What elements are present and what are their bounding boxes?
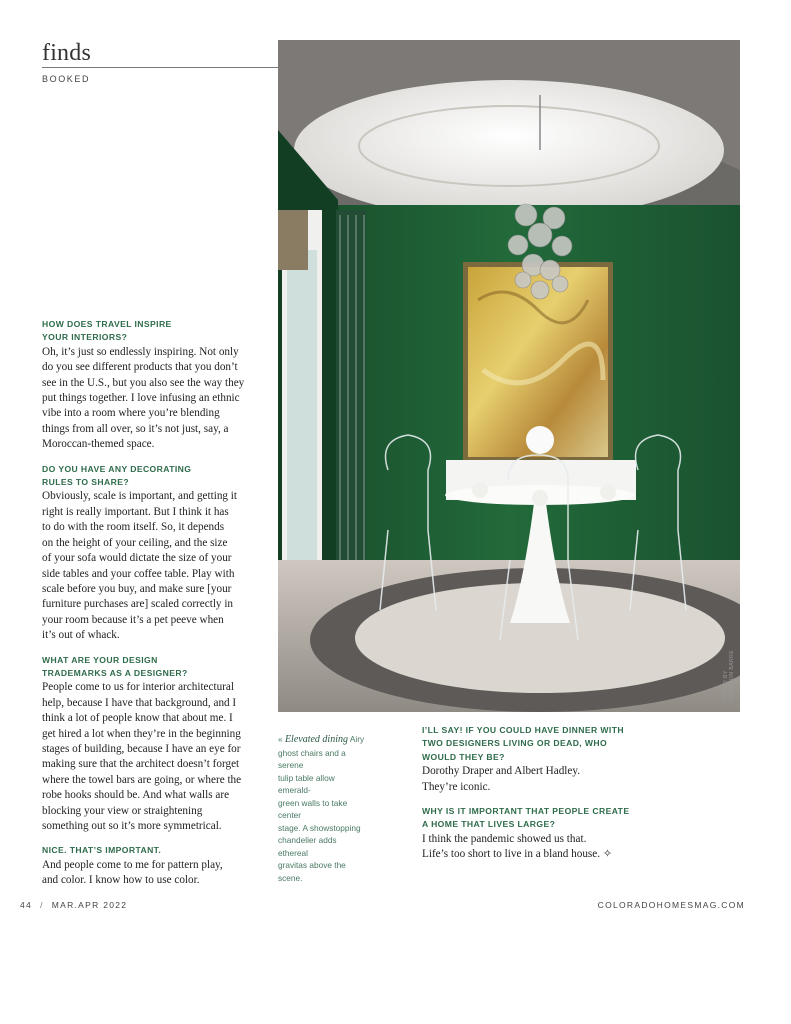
answer-trademarks: People come to us for interior architectural help, because I have that background, and I think a lot of people know that about me. I get hired a lot when they’re in the beginning stages of building, because I have an eye for making sure that the architect doesn’t forget where the towel bars are going, or where the robe hooks should be. And what walls are blocking your view or straightening something out so it’s more symmetrical.: [42, 681, 242, 832]
section-title: finds: [42, 40, 91, 66]
question-important: NICE. THAT’S IMPORTANT.: [42, 845, 162, 856]
photo-caption: « Elevated dining Airy ghost chairs and a serene tulip table allow emerald- green walls to take center stage. A showstopping chandelier adds ethereal gravitas above the scene.: [278, 734, 365, 883]
caption-title: Elevated dining: [284, 734, 348, 745]
section-rule: [42, 67, 278, 68]
left-column: [42, 318, 270, 899]
issue-date: MAR.APR 2022: [51, 900, 128, 910]
qa-block-rules: [42, 463, 270, 644]
page-number: 44: [20, 900, 33, 910]
section-subtitle: BOOKED: [42, 74, 91, 84]
photo-credit: PHOTO BY BRANDON BARRE: [723, 649, 735, 700]
site-url: COLORADOHOMESMAG.COM: [597, 900, 745, 910]
dining-room-photo: [278, 40, 740, 712]
qa-block-dinner: [422, 724, 650, 795]
question-rules: DO YOU HAVE ANY DECORATING RULES TO SHARE?: [42, 463, 192, 488]
qa-block-important: [42, 844, 270, 888]
answer-dinner: Dorothy Draper and Albert Hadley. They’re iconic.: [422, 765, 581, 793]
right-column: [422, 724, 650, 873]
question-trademarks: WHAT ARE YOUR DESIGN TRADEMARKS AS A DESIGNER?: [42, 654, 188, 678]
caption-marker: «: [278, 734, 283, 744]
question-lives-large: WHY IS IT IMPORTANT THAT PEOPLE CREATE A HOME THAT LIVES LARGE?: [422, 806, 630, 830]
page-footer-left: [20, 900, 127, 910]
question-dinner: I’LL SAY! IF YOU COULD HAVE DINNER WITH TWO DESIGNERS LIVING OR DEAD, WHO WOULD THEY BE?: [422, 725, 624, 762]
qa-block-lives-large: [422, 805, 650, 863]
answer-rules: Obviously, scale is important, and getting it right is really important. But I think it has to do with the room itself. So, it depends on the height of your ceiling, and the size of your sofa would dictate the size of your side tables and your coffee table. Play with scale before you buy, and make sure [your furniture purchases are] scaled correctly in your room because it’s a pet peeve when it’s out of whack.: [42, 490, 238, 642]
footer-separator: /: [40, 900, 44, 910]
question-travel: HOW DOES TRAVEL INSPIRE YOUR INTERIORS?: [42, 319, 172, 343]
answer-important: And people come to me for pattern play, and color. I know how to use color.: [42, 858, 223, 887]
answer-travel: Oh, it’s just so endlessly inspiring. Not only do you see different products that you don’t see in the U.S., but you also see the way they put things together. I love infusing an ethnic vibe into a room where you’re blending things from all over, so it’s not just, say, a Moroccan-themed space.: [42, 345, 245, 451]
qa-block-travel: [42, 318, 270, 453]
answer-lives-large: I think the pandemic showed us that. Life’s too short to live in a bland house. ✧: [422, 832, 613, 861]
qa-block-trademarks: [42, 654, 270, 835]
